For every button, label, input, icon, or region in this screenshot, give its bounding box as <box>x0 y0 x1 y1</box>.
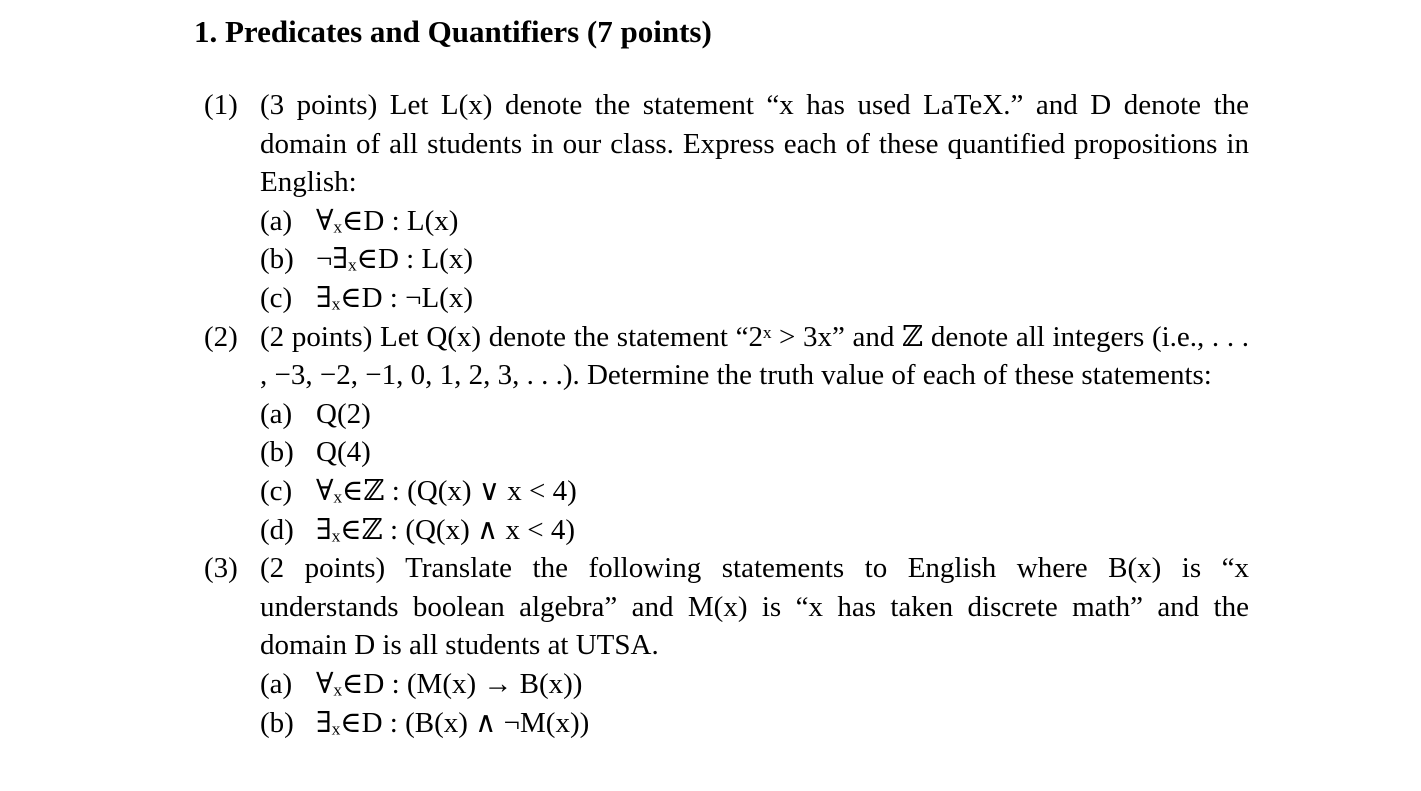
sub-question-label: (a) <box>260 397 293 430</box>
sub-question-label: (c) <box>260 474 293 507</box>
problem-number: (1) <box>204 89 238 121</box>
sub-question-list <box>260 395 1249 549</box>
problem-statement: (2 points) Let Q(x) denote the statement “2ˣ > 3x” and ℤ denote all integers (i.e., . . . , −3, −2, −1, 0, 1, 2, 3, . . .). Determine the truth value of each of these statements: <box>260 320 1249 392</box>
sub-question-label: (b) <box>260 436 294 469</box>
formula: ∀ₓ∈D : (M(x) → B(x)) <box>316 667 583 700</box>
sub-question-list <box>260 665 1249 742</box>
sub-question-label: (c) <box>260 281 293 314</box>
sub-question <box>260 433 1249 472</box>
formula: Q(4) <box>316 436 371 469</box>
formula: ∀ₓ∈ℤ : (Q(x) ∨ x < 4) <box>316 474 577 507</box>
problem-statement: (3 points) Let L(x) denote the statement “x has used LaTeX.” and D denote the domain of all students in our class. Express each of these quantified propositions in English: <box>260 89 1249 199</box>
problem-list <box>204 86 1249 742</box>
sub-question <box>260 704 1249 743</box>
sub-question <box>260 511 1249 550</box>
problem-number: (3) <box>204 552 238 585</box>
sub-question-label: (b) <box>260 706 294 739</box>
formula: ∃ₓ∈ℤ : (Q(x) ∧ x < 4) <box>316 513 575 546</box>
sub-question-label: (a) <box>260 667 293 700</box>
problem-number: (2) <box>204 320 238 353</box>
formula: Q(2) <box>316 397 371 430</box>
problem-1 <box>204 86 1249 318</box>
sub-question <box>260 202 1249 241</box>
section-heading: 1. Predicates and Quantifiers (7 points) <box>194 14 712 49</box>
sub-question <box>260 279 1249 318</box>
sub-question <box>260 472 1249 511</box>
sub-question-label: (a) <box>260 204 293 237</box>
problem-3 <box>204 549 1249 742</box>
sub-question <box>260 395 1249 434</box>
formula: ¬∃ₓ∈D : L(x) <box>316 243 473 276</box>
sub-question-label: (d) <box>260 513 294 546</box>
sub-question-list <box>260 202 1249 318</box>
sub-question <box>260 240 1249 279</box>
formula: ∀ₓ∈D : L(x) <box>316 204 459 237</box>
sub-question-label: (b) <box>260 243 294 276</box>
formula: ∃ₓ∈D : (B(x) ∧ ¬M(x)) <box>316 706 590 739</box>
problem-statement: (2 points) Translate the following statements to English where B(x) is “x understands boolean algebra” and M(x) is “x has taken discrete math” and the domain D is all students at UTSA. <box>260 552 1249 662</box>
sub-question <box>260 665 1249 704</box>
formula: ∃ₓ∈D : ¬L(x) <box>316 281 473 314</box>
problem-2 <box>204 318 1249 550</box>
